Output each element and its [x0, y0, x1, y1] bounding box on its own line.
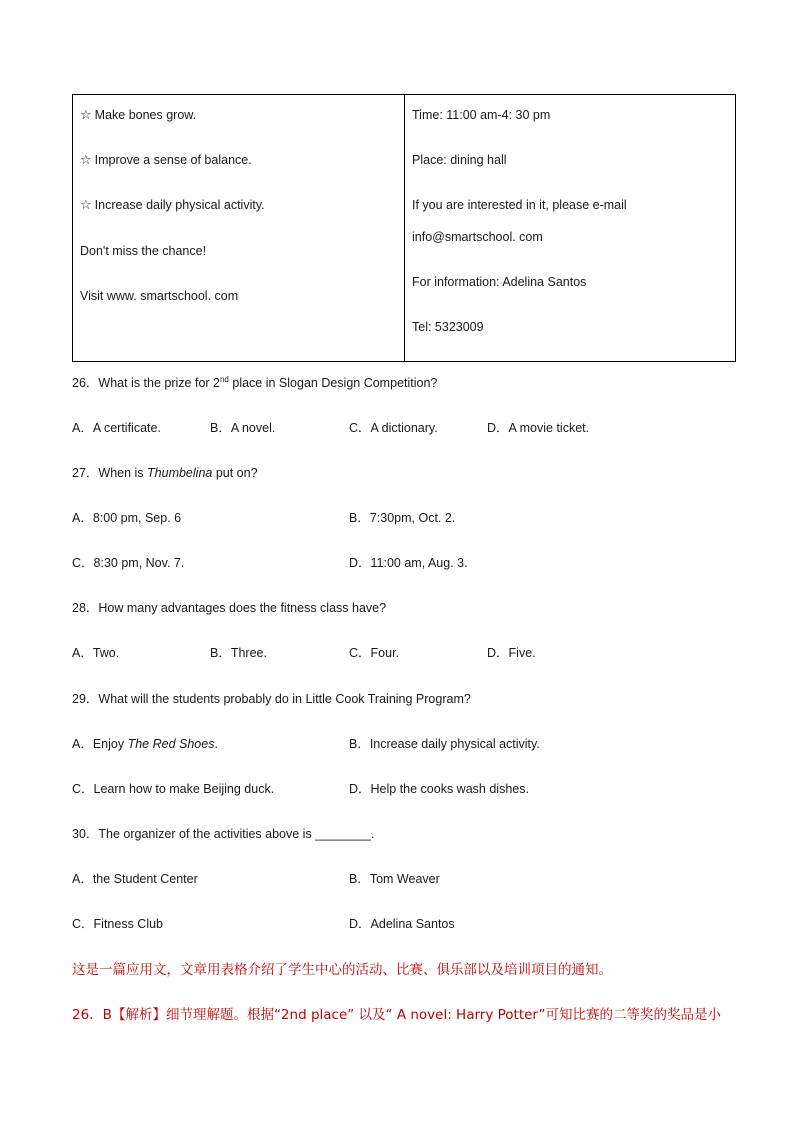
benefit-item: ☆ Make bones grow. — [80, 108, 197, 123]
question-28-stem: 28．How many advantages does the fitness class have? — [72, 601, 387, 615]
question-27-option-b: B．7:30pm, Oct. 2. — [349, 511, 456, 525]
question-26-option-c: C．A dictionary. — [349, 421, 438, 435]
star-icon: ☆ — [80, 198, 92, 213]
benefit-item: ☆ Improve a sense of balance. — [80, 153, 252, 168]
notice-table — [72, 94, 736, 362]
question-30-option-d: D．Adelina Santos — [349, 917, 455, 931]
question-26-stem: 26．What is the prize for 2nd place in Slogan Design Competition? — [72, 374, 438, 390]
question-26-option-d: D．A movie ticket. — [487, 421, 590, 435]
star-icon: ☆ — [80, 153, 92, 168]
contact-text: For information: Adelina Santos — [412, 275, 587, 289]
question-30-option-b: B．Tom Weaver — [349, 872, 440, 886]
question-27-option-c: C．8:30 pm, Nov. 7. — [72, 556, 185, 570]
question-29-option-d: D．Help the cooks wash dishes. — [349, 782, 529, 796]
question-30-option-a: A．the Student Center — [72, 872, 198, 886]
question-30-option-c: C．Fitness Club — [72, 917, 163, 931]
passage-summary: 这是一篇应用文，文章用表格介绍了学生中心的活动、比赛、俱乐部以及培训项目的通知。 — [72, 962, 612, 978]
email-address: info@smartschool. com — [412, 230, 543, 244]
phone-text: Tel: 5323009 — [412, 320, 484, 334]
question-27-option-a: A．8:00 pm, Sep. 6 — [72, 511, 182, 525]
question-29-option-b: B．Increase daily physical activity. — [349, 737, 540, 751]
table-divider — [404, 95, 405, 361]
question-28-option-d: D．Five. — [487, 646, 536, 660]
question-29-stem: 29．What will the students probably do in Little Cook Training Program? — [72, 692, 471, 706]
cta-text: Don't miss the chance! — [80, 244, 207, 258]
answer-blank: ________ — [315, 827, 371, 841]
question-26-option-a: A．A certificate. — [72, 421, 161, 435]
question-29-option-a: A．Enjoy The Red Shoes. — [72, 737, 218, 751]
question-28-option-c: C．Four. — [349, 646, 400, 660]
email-intro-text: If you are interested in it, please e-mail — [412, 198, 627, 212]
website-text: Visit www. smartschool. com — [80, 289, 239, 303]
question-27-stem: 27．When is Thumbelina put on? — [72, 466, 258, 480]
benefit-item: ☆ Increase daily physical activity. — [80, 198, 265, 213]
question-27-option-d: D．11:00 am, Aug. 3. — [349, 556, 468, 570]
question-29-option-c: C．Learn how to make Beijing duck. — [72, 782, 275, 796]
question-28-option-b: B．Three. — [210, 646, 267, 660]
star-icon: ☆ — [80, 108, 92, 123]
question-30-stem: 30．The organizer of the activities above is ________. — [72, 827, 375, 841]
place-text: Place: dining hall — [412, 153, 507, 167]
answer-explanation-26: 26．B【解析】细节理解题。根据“2nd place” 以及“ A novel: Harry Potter”可知比赛的二等奖的奖品是小 — [72, 1007, 722, 1023]
question-28-option-a: A．Two. — [72, 646, 120, 660]
question-26-option-b: B．A novel. — [210, 421, 276, 435]
time-text: Time: 11:00 am-4: 30 pm — [412, 108, 551, 122]
